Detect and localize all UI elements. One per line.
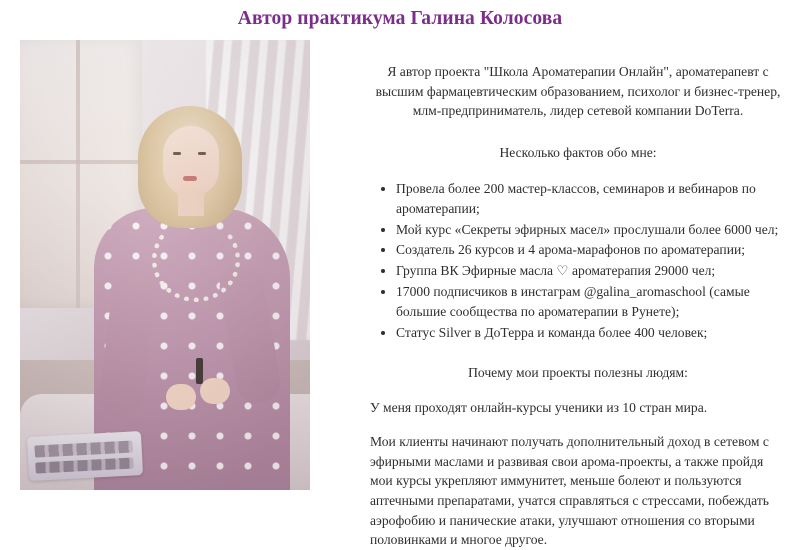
neck-shape [178, 190, 204, 216]
page-title: Автор практикума Галина Колосова [237, 8, 563, 29]
photo-column [20, 40, 310, 490]
facts-heading: Несколько фактов обо мне: [499, 145, 657, 161]
list-item: • Создатель 26 курсов и 4 арома-марафонов по ароматерапии; [396, 240, 786, 260]
oil-case-shape [27, 431, 143, 481]
right-hand-shape [200, 378, 230, 404]
benefits-heading: Почему мои проекты полезны людям: [468, 364, 688, 380]
benefits-paragraph-1: У меня проходят онлайн-курсы ученики из 10 стран мира. [370, 400, 708, 416]
portrait-photo [20, 40, 310, 490]
necklace-shape [152, 218, 240, 302]
lips-shape [183, 176, 197, 181]
list-item: • Группа ВК Эфирные масла ♡ ароматерапия 29000 чел; [396, 261, 786, 281]
list-item: • Мой курс «Секреты эфирных масел» прослушали более 6000 чел; [396, 220, 786, 240]
facts-list [370, 179, 786, 343]
left-eye-shape [173, 152, 181, 155]
left-hand-shape [166, 384, 196, 410]
intro-paragraph: Я автор проекта "Школа Ароматерапии Онлайн", ароматерапевт с высшим фармацевтическим образованием, психолог и бизнес-тренер, млм-предприниматель, лидер сетевой компании DoTerra. [375, 64, 781, 119]
text-column [310, 40, 786, 550]
list-item: • 17000 подписчиков в инстаграм @galina_aromaschool (самые большие сообщества по ароматерапии в Рунете); [396, 282, 786, 322]
page-root [0, 8, 800, 548]
oil-bottle-shape [196, 358, 203, 384]
face-shape [163, 126, 219, 196]
list-item: • Статус Silver в ДоТерра и команда более 400 человек; [396, 323, 786, 343]
content-area [0, 40, 800, 550]
benefits-paragraph-2: Мои клиенты начинают получать дополнительный доход в сетевом с эфирными маслами и развивая свои арома-проекты, а также пройдя мои курсы укрепляют иммунитет, меньше болеют и пользуются аптечными препаратами, учатся справляться с стрессами, побеждать аэрофобию и панические атаки, улучшают отношения со вторыми половинками и многое другое. [370, 433, 769, 548]
list-item: • Провела более 200 мастер-классов, семинаров и вебинаров по ароматерапии; [396, 179, 786, 219]
right-eye-shape [198, 152, 206, 155]
